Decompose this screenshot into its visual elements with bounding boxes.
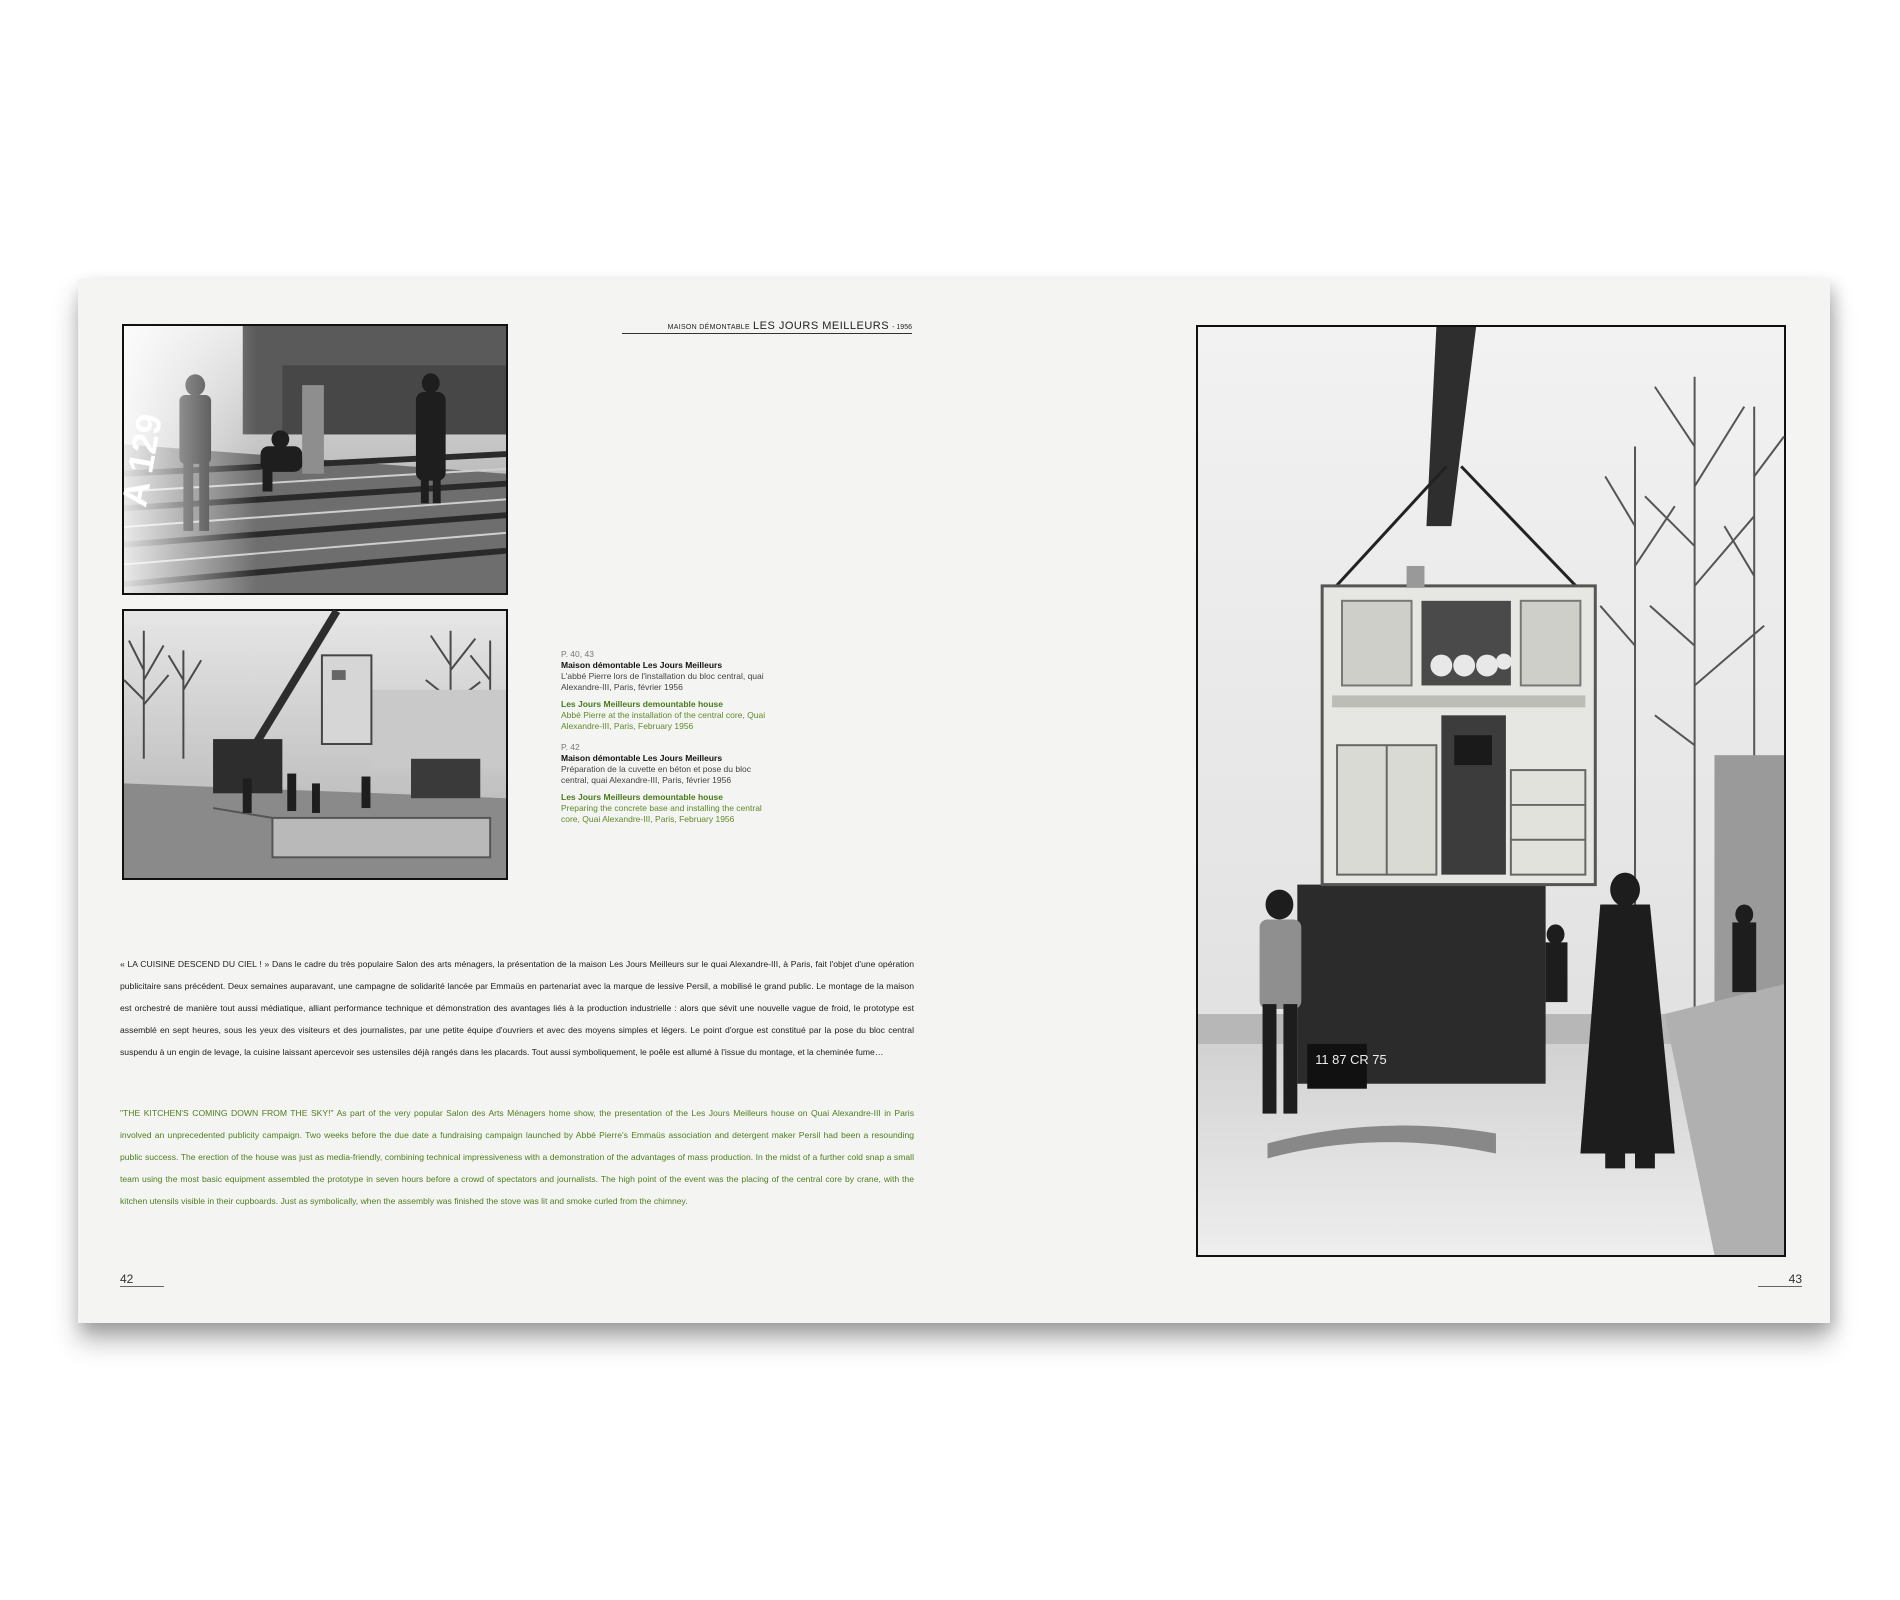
running-head-small: MAISON DÉMONTABLE	[667, 324, 750, 331]
photo-core-lifted	[1196, 325, 1786, 1257]
body-text-en: "THE KITCHEN'S COMING DOWN FROM THE SKY!" As part of the very popular Salon des Arts Ménagers home show, the presentation of the Les Jours Meilleurs house on Quai Alexandre-III in Paris involved an unprecedented publicity campaign. Two weeks before the due date a fundraising campaign launched by Abbé Pierre's Emmaüs association and detergent maker Persil had been a resounding public success. The erection of the house was just as media-friendly, combining technical impressiveness with a demonstration of the advantages of mass production. In the midst of a further cold snap a small team using the most basic equipment assembled the prototype in seven hours before a crowd of spectators and journalists. The high point of the event was the placing of the central core by crane, with the kitchen utensils visible in their cupboards. Just as symbolically, when the assembly was finished the stove was lit and smoke curled from the chimney.	[120, 1108, 914, 1206]
running-head-year: - 1956	[892, 324, 912, 331]
running-head	[622, 320, 912, 334]
caption-ref: P. 42	[561, 742, 580, 752]
book-spread	[78, 279, 1830, 1323]
caption-title-en: Les Jours Meilleurs demountable house	[561, 792, 724, 802]
running-head-title: LES JOURS MEILLEURS	[753, 320, 890, 332]
page-number-right: 43	[1758, 1272, 1802, 1287]
caption-title-fr: Maison démontable Les Jours Meilleurs	[561, 660, 723, 670]
truck-plate: 11 87 CR 75	[1315, 1051, 1387, 1067]
caption-desc-en: Abbé Pierre at the installation of the central core, Quai Alexandre-III, Paris, February 1956	[561, 710, 766, 731]
crane-core-image	[124, 611, 506, 878]
caption-desc-fr: L'abbé Pierre lors de l'installation du bloc central, quai Alexandre-III, Paris, février 1956	[561, 671, 764, 692]
core-lifted-image	[1198, 327, 1784, 1255]
right-page	[954, 279, 1830, 1323]
caption-2	[561, 742, 781, 825]
captions	[561, 649, 781, 835]
photo-floor-assembly	[114, 324, 508, 595]
photo-crane-core	[122, 609, 508, 880]
body-text-fr: « LA CUISINE DESCEND DU CIEL ! » Dans le cadre du très populaire Salon des arts ménagers, la présentation de la maison Les Jours Meilleurs sur le quai Alexandre-III, à Paris, fait l'objet d'une opération publicitaire sans précédent. Deux semaines auparavant, une campagne de solidarité lancée par Emmaüs en partenariat avec la marque de lessive Persil, a mobilisé le grand public. Le montage de la maison est orchestré de manière tout aussi médiatique, alliant performance technique et démonstration des avantages liés à la production industrielle : alors que sévit une nouvelle vague de froid, le prototype est assemblé en sept heures, sous les yeux des visiteurs et des journalistes, par une petite équipe d'ouvriers et avec des moyens simples et légers. Le point d'orgue est constitué par la pose du bloc central suspendu à un engin de levage, la cuisine laissant apercevoir ses ustensiles déjà rangés dans les placards. Tout aussi symboliquement, le poêle est allumé à l'issue du montage, et la cheminée fume…	[120, 959, 914, 1057]
floor-assembly-image	[114, 326, 506, 593]
page-number-left: 42	[120, 1272, 164, 1287]
caption-ref: P. 40, 43	[561, 649, 594, 659]
caption-desc-en: Preparing the concrete base and installing the central core, Quai Alexandre-III, Paris, February 1956	[561, 803, 762, 824]
caption-desc-fr: Préparation de la cuvette en béton et pose du bloc central, quai Alexandre-III, Paris, février 1956	[561, 764, 751, 785]
caption-title-en: Les Jours Meilleurs demountable house	[561, 699, 724, 709]
left-page	[78, 279, 954, 1323]
caption-1	[561, 649, 781, 732]
negative-number-mark: A 129	[114, 410, 170, 510]
caption-title-fr: Maison démontable Les Jours Meilleurs	[561, 753, 723, 763]
